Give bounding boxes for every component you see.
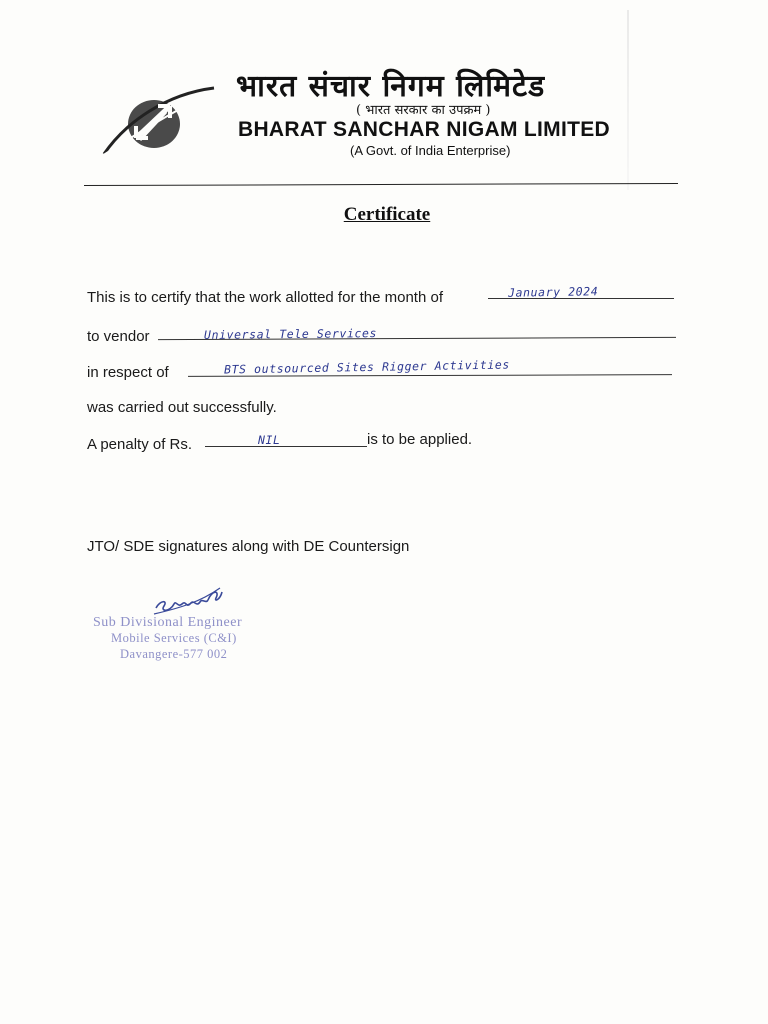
hindi-company-name: भारत संचार निगम लिमिटेड xyxy=(236,69,546,104)
vendor-label: to vendor xyxy=(87,328,150,345)
letterhead-divider xyxy=(84,183,678,186)
penalty-handwritten: NIL xyxy=(258,433,281,447)
signature-note: JTO/ SDE signatures along with DE Countersign xyxy=(87,538,410,555)
success-text: was carried out successfully. xyxy=(87,399,277,416)
handwritten-signature xyxy=(150,582,230,618)
certificate-title: Certificate xyxy=(343,204,431,225)
vendor-handwritten: Universal Tele Services xyxy=(203,326,378,342)
company-name: BHARAT SANCHAR NIGAM LIMITED xyxy=(238,118,610,141)
hindi-subtitle: ( भारत सरकार का उपक्रम ) xyxy=(356,103,491,118)
scan-edge-mark xyxy=(627,10,629,190)
stamp-designation: Sub Divisional Engineer xyxy=(93,615,243,630)
company-subtitle: (A Govt. of India Enterprise) xyxy=(350,143,511,158)
penalty-label: A penalty of Rs. xyxy=(87,436,193,453)
respect-label: in respect of xyxy=(87,364,169,381)
penalty-suffix: is to be applied. xyxy=(367,431,473,448)
penalty-blank xyxy=(205,446,367,447)
respect-handwritten: BTS outsourced Sites Rigger Activities xyxy=(223,357,511,377)
stamp-location: Davangere-577 002 xyxy=(120,647,228,661)
stamp-department: Mobile Services (C&I) xyxy=(111,631,237,645)
month-handwritten: January 2024 xyxy=(507,284,599,300)
bsnl-logo-icon xyxy=(96,82,216,162)
certify-text: This is to certify that the work allotted for the month of xyxy=(87,289,443,306)
